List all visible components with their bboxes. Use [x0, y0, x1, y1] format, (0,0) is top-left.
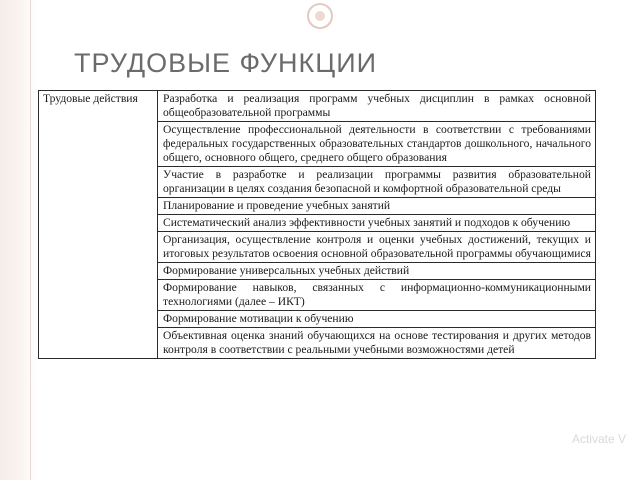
slide-ornament-icon — [307, 3, 333, 29]
left-decorative-band — [0, 0, 38, 480]
table-row — [39, 91, 596, 122]
table-cell: Организация, осуществление контроля и оценки учебных достижений, текущих и итоговых результатов освоения основной образовательной программы обучающимися — [158, 232, 596, 263]
table-cell: Объективная оценка знаний обучающихся на основе тестирования и других методов контроля в соответствии с реальными учебными возможностями детей — [158, 328, 596, 359]
row-label-labor-actions: Трудовые действия — [39, 91, 158, 359]
table-cell: Участие в разработке и реализации программы развития образовательной организации в целях создания безопасной и комфортной образовательной среды — [158, 167, 596, 198]
slide-title: ТРУДОВЫЕ ФУНКЦИИ — [74, 48, 378, 78]
activation-watermark: Activate V — [571, 432, 626, 446]
table-cell: Формирование универсальных учебных действий — [158, 263, 596, 280]
table-cell: Разработка и реализация программ учебных дисциплин в рамках основной общеобразовательной программы — [158, 91, 596, 122]
table-cell: Формирование навыков, связанных с информационно-коммуникационными технологиями (далее – ИКТ) — [158, 280, 596, 311]
table-cell: Планирование и проведение учебных занятий — [158, 198, 596, 215]
table-cell: Систематический анализ эффективности учебных занятий и подходов к обучению — [158, 215, 596, 232]
table-cell: Формирование мотивации к обучению — [158, 311, 596, 328]
table-cell: Осуществление профессиональной деятельности в соответствии с требованиями федеральных государственных образовательных стандартов дошкольного, начального общего, основного общего, среднего общего образования — [158, 122, 596, 167]
labor-functions-table — [38, 90, 596, 359]
left-decorative-line — [30, 0, 31, 480]
